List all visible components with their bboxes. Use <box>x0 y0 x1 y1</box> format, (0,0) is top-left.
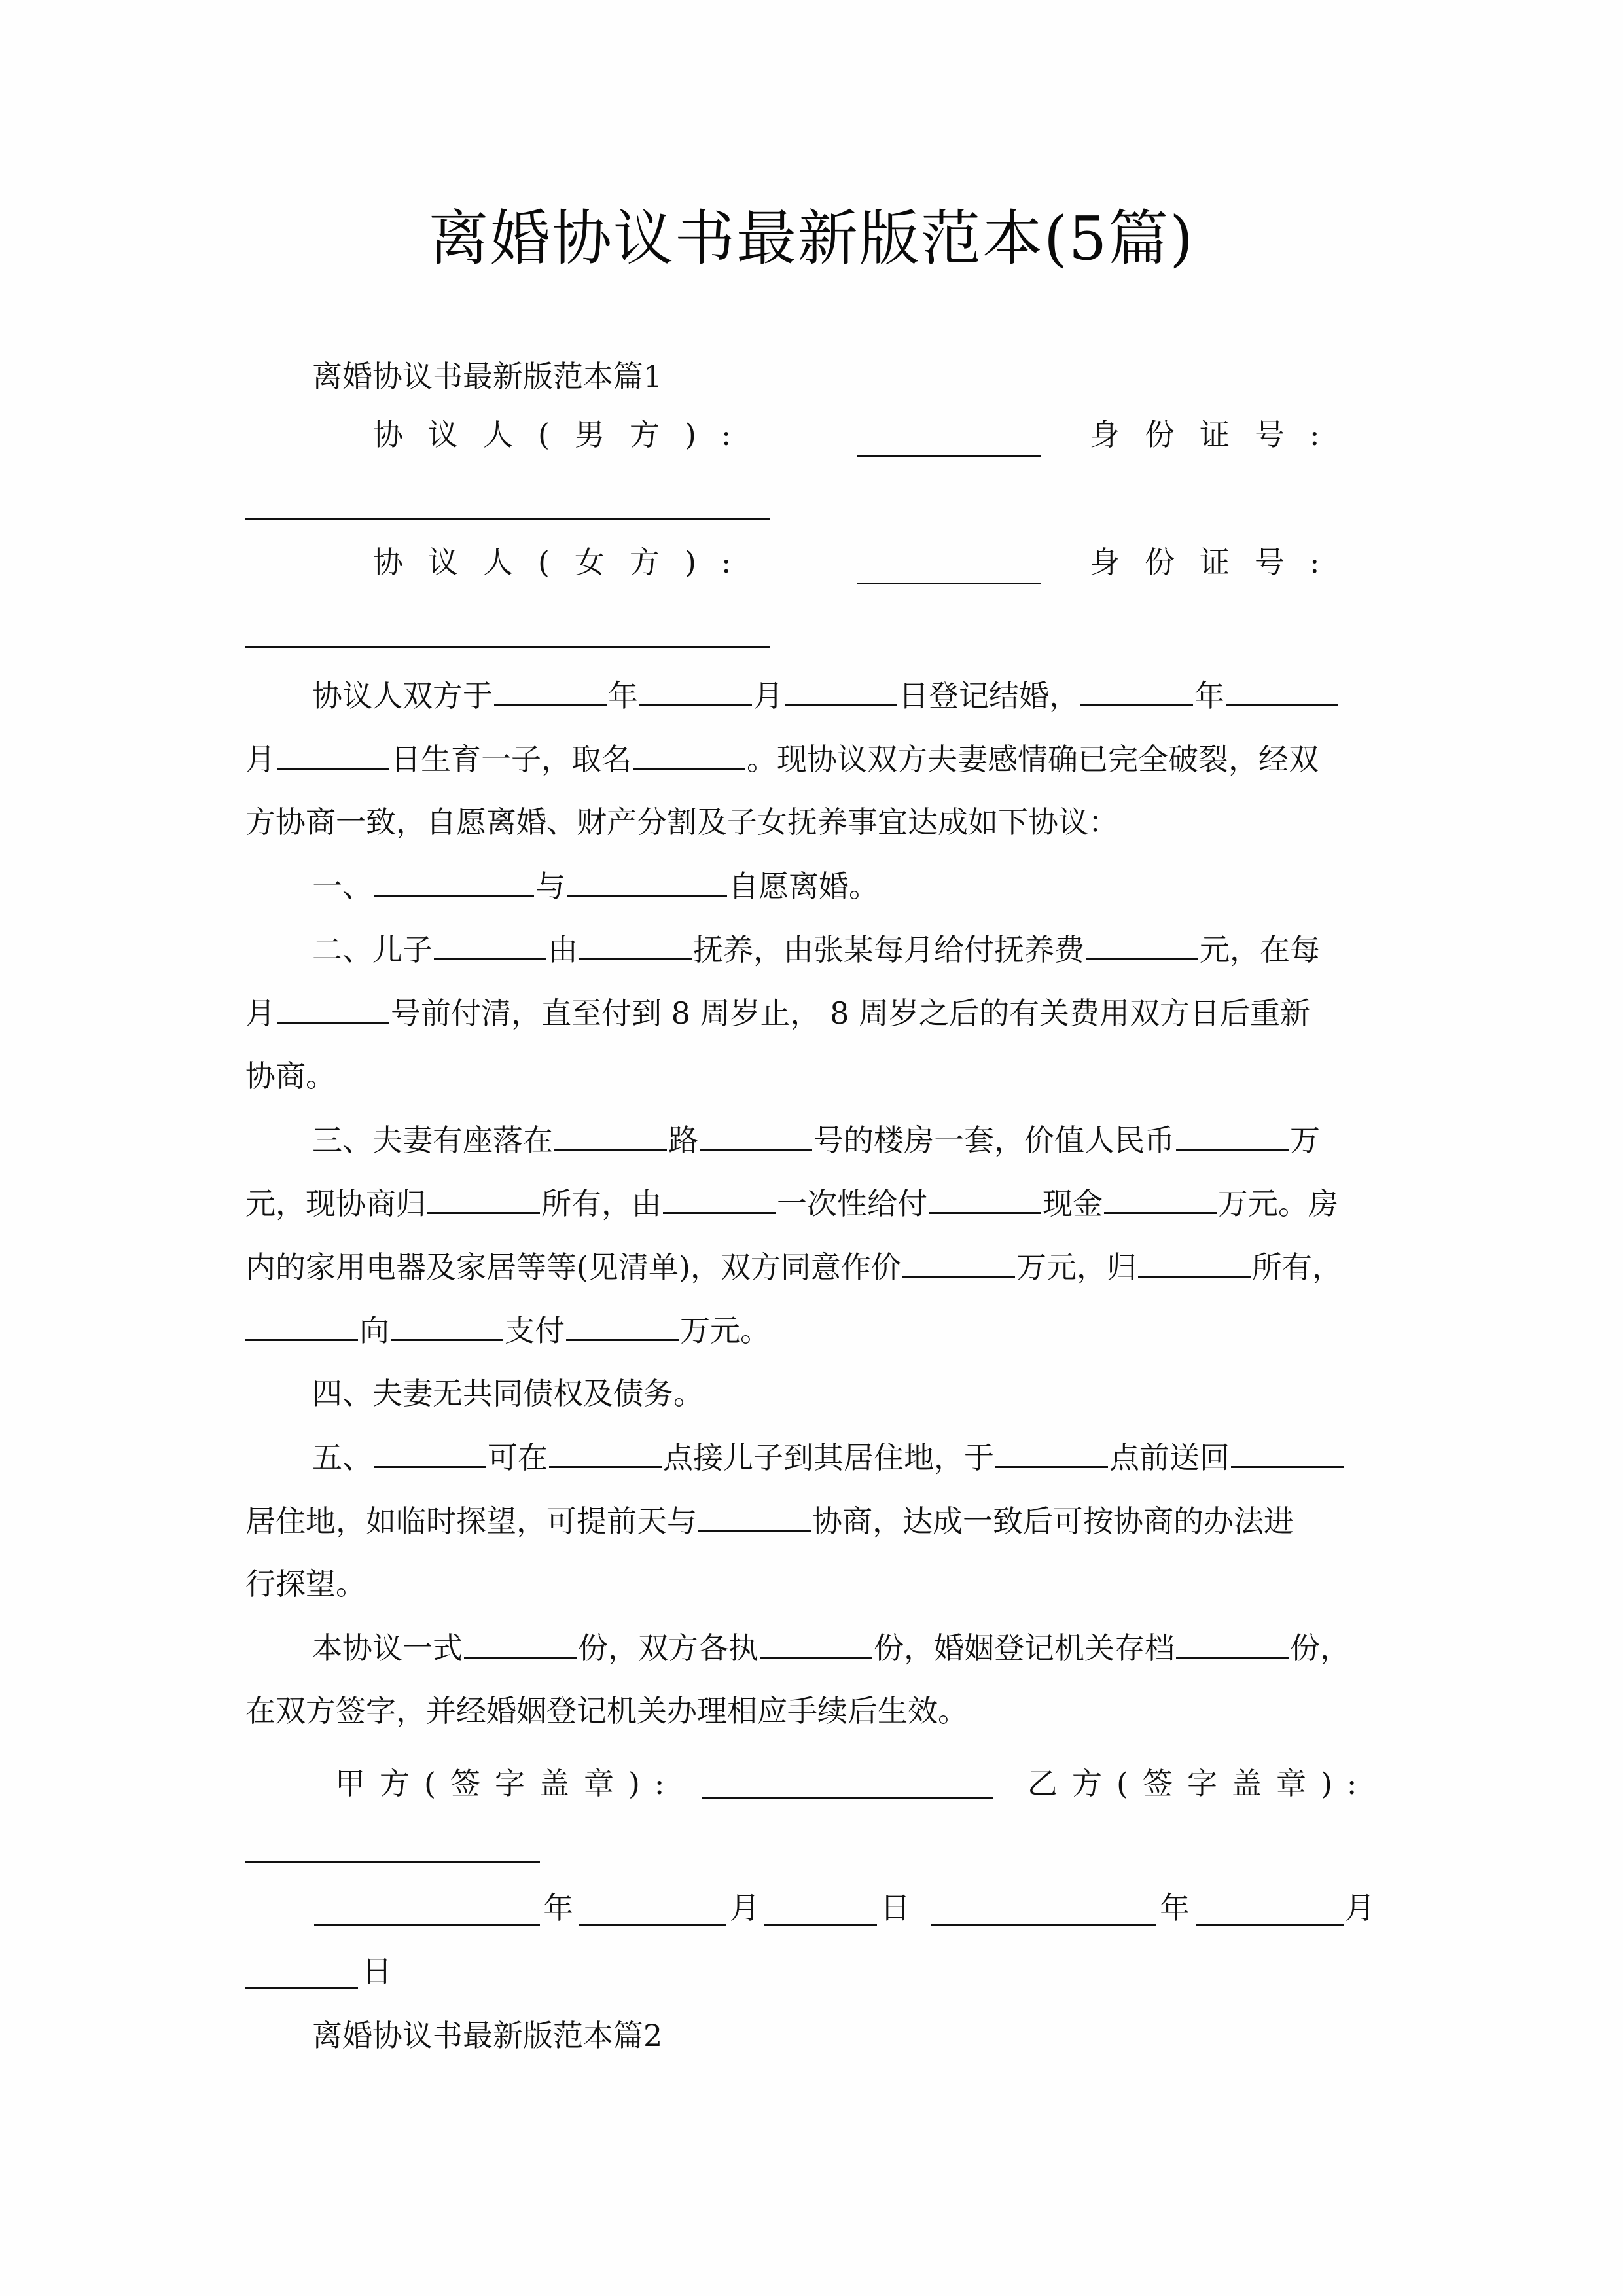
payer-blank[interactable] <box>663 1183 776 1214</box>
clause-text: 点接儿子到其居住地，于 <box>663 1440 994 1475</box>
female-party-label: 协议人(女方): <box>373 545 757 580</box>
pickup-time-blank[interactable] <box>549 1437 662 1468</box>
son-name-blank[interactable] <box>434 929 546 960</box>
copies-line-2: 在双方签字，并经婚姻登记机关办理相应手续后生效。 <box>245 1693 968 1729</box>
clause-text: 月 <box>245 996 276 1031</box>
house-owner-blank[interactable] <box>427 1183 540 1214</box>
party-b-blank[interactable] <box>567 866 727 897</box>
support-amount-blank[interactable] <box>1086 929 1198 960</box>
day-label-a: 日 <box>880 1890 910 1926</box>
party-a-date-month-blank[interactable] <box>579 1924 726 1926</box>
clause-text: 元，在每 <box>1200 932 1320 967</box>
party-b-signature-label <box>1027 1764 1623 1803</box>
clause-text: 份， <box>1290 1630 1350 1666</box>
clause-2-line-2 <box>245 993 1381 1033</box>
child-name-blank[interactable] <box>633 739 745 770</box>
clause-text: 向 <box>359 1313 389 1348</box>
party-b-signature-blank[interactable] <box>245 1861 540 1863</box>
year-label: 年 <box>1194 678 1224 713</box>
clause-3-line-1 <box>312 1120 1448 1160</box>
clause-text: 二、儿子 <box>312 932 433 967</box>
clause-text: 抚养，由张某每月给付抚养费 <box>693 932 1084 967</box>
clause-1 <box>312 866 1448 906</box>
payee-blank[interactable] <box>929 1183 1041 1214</box>
clause-4: 四、夫妻无共同债权及债务。 <box>312 1376 704 1411</box>
birth-year-blank[interactable] <box>1080 675 1193 706</box>
payment-day-blank[interactable] <box>277 993 389 1024</box>
month-label: 月 <box>753 678 783 713</box>
clause-text: 三、夫妻有座落在 <box>312 1122 553 1158</box>
road-blank[interactable] <box>554 1120 667 1151</box>
month-label-a: 月 <box>730 1890 760 1926</box>
clause-text: 万元，归 <box>1016 1249 1137 1285</box>
compensation-amount-blank[interactable] <box>566 1310 679 1341</box>
female-id-row <box>1090 543 1623 582</box>
visitor-blank[interactable] <box>374 1437 486 1468</box>
cash-amount-blank[interactable] <box>1104 1183 1217 1214</box>
year-label: 年 <box>608 678 638 713</box>
clause-text: 号前付清，直至付到 8 周岁止， 8 周岁之后的有关费用双方日后重新 <box>391 996 1311 1031</box>
intro-line-3: 方协商一致，自愿离婚、财产分割及子女抚养事宜达成如下协议： <box>245 804 1118 840</box>
clause-text: 元，现协商归 <box>245 1186 426 1221</box>
appliance-value-blank[interactable] <box>902 1247 1015 1278</box>
clause-number: 五、 <box>312 1440 372 1475</box>
clause-3-line-4 <box>245 1310 1381 1350</box>
male-party-label: 协议人(男方): <box>373 417 757 452</box>
compensation-payee-blank[interactable] <box>391 1310 503 1341</box>
compensation-payer-blank[interactable] <box>245 1310 358 1341</box>
clause-number: 一、 <box>312 869 372 904</box>
female-id-label: 身份证号: <box>1090 545 1345 580</box>
month-label-b: 月 <box>1345 1890 1375 1926</box>
clause-text: 路 <box>668 1122 698 1158</box>
intro-text: 。现协议双方夫妻感情确已完全破裂，经双 <box>747 742 1319 777</box>
clause-2-line-3: 协商。 <box>245 1058 336 1094</box>
clause-text: 与 <box>535 869 565 904</box>
archive-copies-blank[interactable] <box>1176 1628 1289 1659</box>
party-b-label: 乙方(签字盖章): <box>1027 1766 1372 1801</box>
intro-text: 日登记结婚， <box>899 678 1079 713</box>
male-id-row <box>1090 415 1623 454</box>
clause-text: 内的家用电器及家居等等(见清单)，双方同意作价 <box>245 1249 901 1285</box>
house-value-blank[interactable] <box>1176 1120 1289 1151</box>
clause-text: 协商，达成一致后可按协商的办法进 <box>812 1503 1294 1539</box>
marriage-day-blank[interactable] <box>785 675 897 706</box>
marriage-month-blank[interactable] <box>639 675 752 706</box>
clause-text: 号的楼房一套，价值人民币 <box>813 1122 1175 1158</box>
year-label-b: 年 <box>1160 1890 1190 1926</box>
intro-text: 协议人双方于 <box>312 678 493 713</box>
clause-text: 份，双方各执 <box>578 1630 758 1666</box>
copies-line-1 <box>312 1628 1448 1668</box>
return-to-blank[interactable] <box>1231 1437 1344 1468</box>
male-name-blank[interactable] <box>857 455 1041 457</box>
document-title: 离婚协议书最新版范本(5篇) <box>428 204 1195 274</box>
consult-party-blank[interactable] <box>698 1501 811 1532</box>
clause-text: 由 <box>548 932 578 967</box>
party-copies-blank[interactable] <box>760 1628 872 1659</box>
party-a-blank[interactable] <box>374 866 534 897</box>
male-id-label: 身份证号: <box>1090 417 1345 452</box>
party-b-date-year-blank[interactable] <box>931 1924 1156 1926</box>
clause-text: 支付 <box>505 1313 565 1348</box>
clause-text: 万元。 <box>680 1313 770 1348</box>
month-label: 月 <box>245 742 276 777</box>
year-label-a: 年 <box>543 1890 573 1926</box>
party-a-signature-blank[interactable] <box>702 1797 993 1799</box>
return-time-blank[interactable] <box>995 1437 1108 1468</box>
appliance-owner-blank[interactable] <box>1138 1247 1251 1278</box>
birth-day-blank[interactable] <box>277 739 389 770</box>
female-id-blank[interactable] <box>245 646 770 648</box>
clause-3-line-2 <box>245 1183 1381 1223</box>
total-copies-blank[interactable] <box>464 1628 577 1659</box>
clause-5-line-1 <box>312 1437 1448 1477</box>
birth-month-blank[interactable] <box>1226 675 1338 706</box>
female-name-blank[interactable] <box>857 583 1041 584</box>
section-heading-2: 离婚协议书最新版范本篇2 <box>312 2018 663 2053</box>
intro-text: 日生育一子，取名 <box>391 742 632 777</box>
party-b-date-day-blank[interactable] <box>245 1987 358 1989</box>
intro-line-1 <box>312 675 1448 715</box>
clause-text: 万 <box>1290 1122 1320 1158</box>
clause-text: 所有，由 <box>541 1186 662 1221</box>
clause-2-line-1 <box>312 929 1448 969</box>
clause-text: 本协议一式 <box>312 1630 463 1666</box>
house-number-blank[interactable] <box>700 1120 812 1151</box>
clause-text: 居住地，如临时探望，可提前天与 <box>245 1503 697 1539</box>
clause-text: 自愿离婚。 <box>728 869 879 904</box>
clause-text: 点前送回 <box>1109 1440 1230 1475</box>
party-a-label: 甲方(签字盖章): <box>335 1766 679 1801</box>
male-id-blank[interactable] <box>245 518 770 520</box>
section-heading-1: 离婚协议书最新版范本篇1 <box>312 359 663 394</box>
clause-5-line-2 <box>245 1501 1381 1541</box>
clause-5-line-3: 行探望。 <box>245 1566 366 1602</box>
custodian-blank[interactable] <box>579 929 692 960</box>
party-b-date-month-blank[interactable] <box>1196 1924 1344 1926</box>
clause-text: 一次性给付 <box>777 1186 927 1221</box>
marriage-year-blank[interactable] <box>494 675 607 706</box>
party-a-date-year-blank[interactable] <box>314 1924 540 1926</box>
clause-text: 可在 <box>488 1440 548 1475</box>
clause-3-line-3 <box>245 1247 1381 1287</box>
intro-line-2 <box>245 739 1381 779</box>
day-label-b: 日 <box>362 1954 392 1989</box>
clause-text: 份，婚姻登记机关存档 <box>874 1630 1175 1666</box>
clause-text: 所有， <box>1251 1249 1342 1285</box>
clause-text: 现金 <box>1043 1186 1103 1221</box>
clause-text: 万元。房 <box>1218 1186 1338 1221</box>
party-a-date-day-blank[interactable] <box>764 1924 877 1926</box>
